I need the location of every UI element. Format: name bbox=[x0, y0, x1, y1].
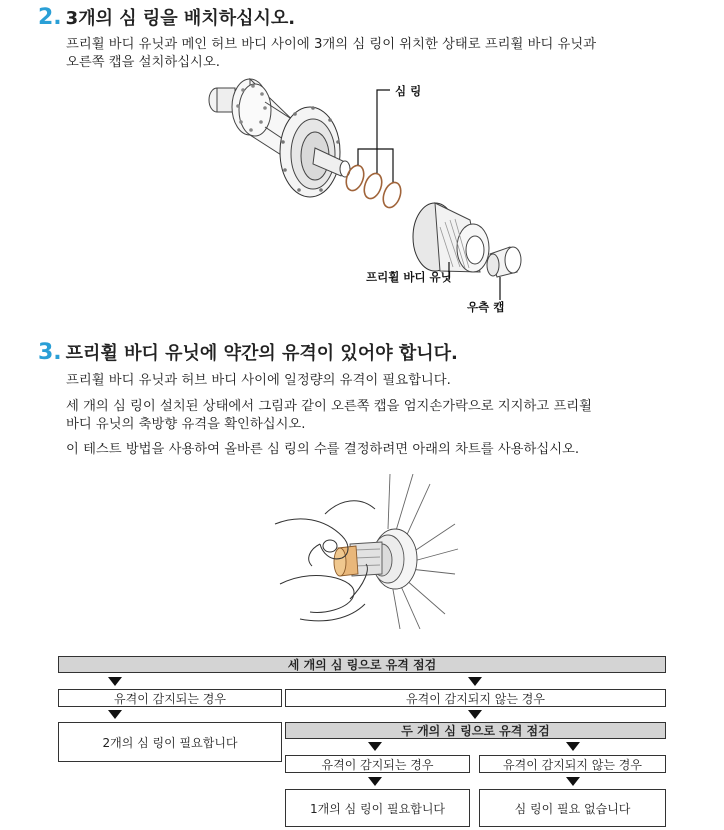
arrow-down-icon bbox=[566, 742, 580, 751]
hub-exploded-figure bbox=[195, 72, 535, 320]
arrow-down-icon bbox=[108, 710, 122, 719]
shim-ring-leader bbox=[358, 90, 393, 182]
step2-heading bbox=[38, 4, 295, 30]
right-cap-highlight bbox=[334, 546, 358, 576]
arrow-down-icon bbox=[108, 677, 122, 686]
flow-check-three-rings: 세 개의 심 링으로 유격 점검 bbox=[58, 656, 666, 673]
shim-rings bbox=[343, 163, 404, 210]
flow-sub-play-detected: 유격이 감지되는 경우 bbox=[285, 755, 470, 773]
flow-result-two-rings: 2개의 심 링이 필요합니다 bbox=[58, 722, 282, 762]
flow-play-not-detected: 유격이 감지되지 않는 경우 bbox=[285, 689, 666, 707]
flow-check-two-rings: 두 개의 심 링으로 유격 점검 bbox=[285, 722, 666, 739]
label-freewheel-body-unit: 프리휠 바디 유닛 bbox=[366, 270, 452, 284]
step2-title: 3개의 심 링을 배치하십시오. bbox=[65, 8, 296, 29]
arrow-down-icon bbox=[368, 777, 382, 786]
flow-result-one-ring: 1개의 심 링이 필요합니다 bbox=[285, 789, 470, 827]
label-shim-ring: 심 링 bbox=[395, 84, 422, 98]
arrow-down-icon bbox=[566, 777, 580, 786]
hub-body bbox=[209, 79, 350, 197]
step2-body-line1: 프리휠 바디 유닛과 메인 허브 바디 사이에 3개의 심 링이 위치한 상태로 프리휠 바디 유닛과 bbox=[66, 37, 597, 52]
label-right-cap: 우측 캡 bbox=[467, 300, 505, 314]
step3-para2-line1: 세 개의 심 링이 설치된 상태에서 그림과 같이 오른쪽 캡을 엄지손가락으로 지지하고 프리휠 bbox=[66, 399, 592, 414]
flow-play-detected: 유격이 감지되는 경우 bbox=[58, 689, 282, 707]
arrow-down-icon bbox=[368, 742, 382, 751]
arrow-down-icon bbox=[468, 677, 482, 686]
play-check-figure bbox=[270, 474, 460, 629]
step2-number: 2. bbox=[38, 5, 62, 30]
flow-result-no-ring: 심 링이 필요 없습니다 bbox=[479, 789, 666, 827]
flow-sub-play-not-detected: 유격이 감지되지 않는 경우 bbox=[479, 755, 666, 773]
step3-para3: 이 테스트 방법을 사용하여 올바른 심 링의 수를 결정하려면 아래의 차트를 사용하십시오. bbox=[66, 442, 580, 457]
step3-title: 프리휠 바디 유닛에 약간의 유격이 있어야 합니다. bbox=[65, 343, 458, 364]
right-cap bbox=[487, 247, 521, 300]
step3-number: 3. bbox=[38, 340, 62, 365]
step3-para1: 프리휠 바디 유닛과 허브 바디 사이에 일정량의 유격이 필요합니다. bbox=[66, 373, 451, 388]
step2-body-line2: 오른쪽 캡을 설치하십시오. bbox=[66, 55, 220, 70]
arrow-down-icon bbox=[468, 710, 482, 719]
step3-para2-line2: 바디 유닛의 축방향 유격을 확인하십시오. bbox=[66, 417, 306, 432]
step3-heading bbox=[38, 339, 458, 365]
